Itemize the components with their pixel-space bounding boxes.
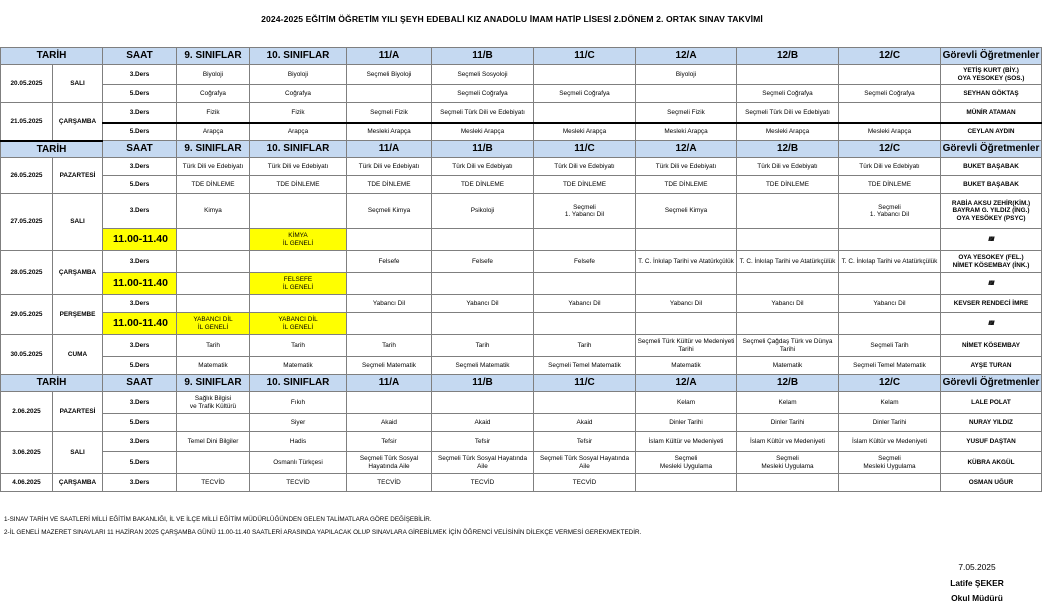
exam-period: 11.00-11.40 [103, 273, 177, 295]
exam-cell: Yabancı Dil [839, 295, 941, 313]
exam-cell: Mesleki Arapça [347, 123, 432, 141]
exam-schedule-table [0, 47, 1042, 492]
exam-date: 29.05.2025 [1, 295, 53, 335]
exam-cell: Akaid [534, 414, 636, 432]
exam-cell [177, 295, 250, 313]
exam-cell: Tefsir [432, 432, 534, 452]
teacher-cell: CEYLAN AYDIN [941, 123, 1042, 141]
exam-cell: Seçmeli Fizik [636, 103, 737, 123]
col-header: 10. SINIFLAR [250, 48, 347, 65]
exam-cell: Arapça [177, 123, 250, 141]
exam-date: 30.05.2025 [1, 335, 53, 375]
exam-cell: Felsefe [432, 251, 534, 273]
table-row [1, 357, 1042, 375]
exam-cell: Hadis [250, 432, 347, 452]
exam-date: 21.05.2025 [1, 103, 53, 141]
exam-date: 26.05.2025 [1, 158, 53, 194]
exam-cell: Seçmeli Türk Dili ve Edebiyatı [737, 103, 839, 123]
exam-day: SALI [53, 194, 103, 251]
teacher-cell: /////// [941, 273, 1042, 295]
exam-cell: Dinler Tarihi [737, 414, 839, 432]
table-row [1, 295, 1042, 313]
exam-period: 11.00-11.40 [103, 229, 177, 251]
col-header: SAAT [103, 375, 177, 392]
exam-cell [177, 273, 250, 295]
exam-cell: Arapça [250, 123, 347, 141]
exam-cell: Seçmeli Türk Sosyal Hayatında Aile [347, 452, 432, 474]
exam-cell: Kelam [839, 392, 941, 414]
exam-day: ÇARŞAMBA [53, 103, 103, 141]
exam-cell [534, 229, 636, 251]
exam-cell: Seçmeli Mesleki Uygulama [839, 452, 941, 474]
exam-cell: YABANCI DİL İL GENELİ [250, 313, 347, 335]
teacher-cell: BUKET BAŞABAK [941, 176, 1042, 194]
signature-date: 7.05.2025 [958, 562, 996, 572]
exam-day: ÇARŞAMBA [53, 474, 103, 492]
exam-cell: T. C. İnkılap Tarihi ve Atatürkçülük [636, 251, 737, 273]
exam-cell [534, 392, 636, 414]
exam-cell: TECVİD [347, 474, 432, 492]
col-header: 12/B [737, 48, 839, 65]
exam-cell: Yabancı Dil [347, 295, 432, 313]
exam-cell: Seçmeli Mesleki Uygulama [737, 452, 839, 474]
exam-cell: Seçmeli Mesleki Uygulama [636, 452, 737, 474]
exam-day: SALI [53, 65, 103, 103]
exam-cell: Tefsir [534, 432, 636, 452]
exam-cell [347, 229, 432, 251]
exam-cell: Psikoloji [432, 194, 534, 229]
exam-period: 5.Ders [103, 357, 177, 375]
exam-date: 2.06.2025 [1, 392, 53, 432]
col-header: 9. SINIFLAR [177, 48, 250, 65]
exam-cell [839, 474, 941, 492]
col-header: Görevli Öğretmenler [941, 375, 1042, 392]
exam-period: 3.Ders [103, 194, 177, 229]
exam-cell: TDE DİNLEME [250, 176, 347, 194]
exam-cell: Coğrafya [250, 85, 347, 103]
col-header: TARİH [1, 48, 103, 65]
header-row [1, 375, 1042, 392]
exam-cell [839, 273, 941, 295]
teacher-cell: BUKET BAŞABAK [941, 158, 1042, 176]
exam-cell [347, 392, 432, 414]
exam-cell: Türk Dili ve Edebiyatı [432, 158, 534, 176]
table-row [1, 313, 1042, 335]
exam-cell: Seçmeli Coğrafya [534, 85, 636, 103]
exam-cell: TDE DİNLEME [737, 176, 839, 194]
exam-cell: Kelam [737, 392, 839, 414]
col-header: SAAT [103, 141, 177, 158]
table-row [1, 85, 1042, 103]
exam-cell: Seçmeli Matematik [347, 357, 432, 375]
exam-cell: Seçmeli Türk Kültür ve Medeniyeti Tarihi [636, 335, 737, 357]
exam-cell [347, 273, 432, 295]
exam-period: 3.Ders [103, 103, 177, 123]
table-row [1, 273, 1042, 295]
exam-cell: TECVİD [250, 474, 347, 492]
col-header: 11/C [534, 141, 636, 158]
exam-cell: Seçmeli Kimya [347, 194, 432, 229]
col-header: 11/A [347, 141, 432, 158]
exam-cell [839, 103, 941, 123]
exam-cell: İslam Kültür ve Medeniyeti [839, 432, 941, 452]
exam-cell: Seçmeli Coğrafya [432, 85, 534, 103]
exam-cell: YABANCI DİL İL GENELİ [177, 313, 250, 335]
exam-cell: T. C. İnkılap Tarihi ve Atatürkçülük [839, 251, 941, 273]
exam-cell: Felsefe [534, 251, 636, 273]
exam-cell: TECVİD [432, 474, 534, 492]
col-header: TARİH [1, 141, 103, 158]
exam-cell: Biyoloji [250, 65, 347, 85]
exam-cell: KİMYA İL GENELİ [250, 229, 347, 251]
exam-day: PAZARTESİ [53, 158, 103, 194]
exam-period: 5.Ders [103, 414, 177, 432]
exam-period: 3.Ders [103, 432, 177, 452]
exam-cell [534, 273, 636, 295]
exam-period: 5.Ders [103, 176, 177, 194]
table-row [1, 103, 1042, 123]
exam-cell [839, 313, 941, 335]
exam-cell: Matematik [177, 357, 250, 375]
exam-cell: Akaid [432, 414, 534, 432]
exam-cell: Seçmeli Sosyoloji [432, 65, 534, 85]
exam-cell: Yabancı Dil [432, 295, 534, 313]
table-row [1, 251, 1042, 273]
exam-cell: Kimya [177, 194, 250, 229]
exam-cell: Matematik [636, 357, 737, 375]
signature-name: Latife ŞEKER [950, 577, 1004, 588]
col-header: 12/C [839, 48, 941, 65]
exam-cell [636, 85, 737, 103]
exam-cell: Fizik [250, 103, 347, 123]
exam-period: 3.Ders [103, 158, 177, 176]
exam-cell: Matematik [737, 357, 839, 375]
note-1: 1-SINAV TARİH VE SAATLERİ MİLLİ EĞİTİM BAKANLIĞI, İL VE İLÇE MİLLİ EĞİTİM MÜDÜRLÜĞÜNDEN GELEN TALİMATLARA GÖRE DEĞİŞEBİLİR. [4, 516, 432, 523]
col-header: 12/A [636, 48, 737, 65]
exam-cell [839, 229, 941, 251]
exam-cell: Türk Dili ve Edebiyatı [737, 158, 839, 176]
exam-cell [737, 194, 839, 229]
exam-cell: Sağlık Bilgisi ve Trafik Kültürü [177, 392, 250, 414]
teacher-cell: OSMAN UĞUR [941, 474, 1042, 492]
exam-cell: Türk Dili ve Edebiyatı [534, 158, 636, 176]
teacher-cell: MÜNİR ATAMAN [941, 103, 1042, 123]
exam-cell: Siyer [250, 414, 347, 432]
table-row [1, 194, 1042, 229]
exam-cell: Seçmeli Kimya [636, 194, 737, 229]
header-row [1, 141, 1042, 158]
exam-cell: Seçmeli Temel Matematik [534, 357, 636, 375]
exam-period: 3.Ders [103, 392, 177, 414]
exam-period: 5.Ders [103, 85, 177, 103]
exam-cell: Seçmeli Türk Dili ve Edebiyatı [432, 103, 534, 123]
exam-cell [432, 313, 534, 335]
exam-cell: Türk Dili ve Edebiyatı [250, 158, 347, 176]
exam-cell: Biyoloji [636, 65, 737, 85]
table-row [1, 432, 1042, 452]
exam-cell [250, 251, 347, 273]
exam-cell: Türk Dili ve Edebiyatı [177, 158, 250, 176]
col-header: Görevli Öğretmenler [941, 48, 1042, 65]
exam-cell: Tarih [432, 335, 534, 357]
exam-cell: TDE DİNLEME [177, 176, 250, 194]
exam-date: 4.06.2025 [1, 474, 53, 492]
teacher-cell: RABİA AKSU ZEHİR(KİM.) BAYRAM G. YILDIZ (İNG.) OYA YESÖKEY (PSYC) [941, 194, 1042, 229]
col-header: 11/B [432, 141, 534, 158]
exam-cell: Türk Dili ve Edebiyatı [839, 158, 941, 176]
exam-cell [737, 65, 839, 85]
exam-cell: Felsefe [347, 251, 432, 273]
exam-cell: Tarih [250, 335, 347, 357]
exam-cell: T. C. İnkılap Tarihi ve Atatürkçülük [737, 251, 839, 273]
exam-cell: Seçmeli Tarih [839, 335, 941, 357]
exam-cell: Matematik [250, 357, 347, 375]
exam-cell: Tefsir [347, 432, 432, 452]
teacher-cell: NİMET KÖSEMBAY [941, 335, 1042, 357]
table-row [1, 123, 1042, 141]
col-header: 11/C [534, 48, 636, 65]
exam-cell: Yabancı Dil [636, 295, 737, 313]
exam-day: SALI [53, 432, 103, 474]
exam-cell [177, 452, 250, 474]
col-header: 11/C [534, 375, 636, 392]
exam-cell: Seçmeli Türk Sosyal Hayatında Aile [432, 452, 534, 474]
exam-cell: Akaid [347, 414, 432, 432]
exam-period: 5.Ders [103, 452, 177, 474]
exam-period: 3.Ders [103, 65, 177, 85]
col-header: 12/C [839, 141, 941, 158]
exam-cell: Seçmeli Fizik [347, 103, 432, 123]
table-row [1, 414, 1042, 432]
note-2: 2-İL GENELİ MAZERET SINAVLARI 11 HAZİRAN 2025 ÇARŞAMBA GÜNÜ 11.00-11.40 SAATLERİ ARASINDA YAPILACAK OLUP SINAVLARA GİREBİLMEK İÇİN ÖĞRENCİ VELİSİNİN DİLEKÇE VERMESİ GEREKMEKTEDİR. [4, 529, 642, 536]
exam-cell: Tarih [177, 335, 250, 357]
col-header: 11/A [347, 48, 432, 65]
signature-role: Okul Müdürü [951, 593, 1003, 603]
col-header: TARİH [1, 375, 103, 392]
exam-date: 3.06.2025 [1, 432, 53, 474]
exam-cell: Osmanlı Türkçesi [250, 452, 347, 474]
exam-cell: Yabancı Dil [534, 295, 636, 313]
teacher-cell: YUSUF DAŞTAN [941, 432, 1042, 452]
signature-block [930, 560, 1024, 607]
col-header: 10. SINIFLAR [250, 141, 347, 158]
table-row [1, 176, 1042, 194]
col-header: Görevli Öğretmenler [941, 141, 1042, 158]
exam-cell: Fizik [177, 103, 250, 123]
exam-cell: Türk Dili ve Edebiyatı [636, 158, 737, 176]
col-header: 12/A [636, 375, 737, 392]
exam-cell: Dinler Tarihi [636, 414, 737, 432]
exam-cell: TECVİD [534, 474, 636, 492]
table-row [1, 65, 1042, 85]
exam-cell: Seçmeli Türk Sosyal Hayatında Aile [534, 452, 636, 474]
exam-day: CUMA [53, 335, 103, 375]
exam-cell: Coğrafya [177, 85, 250, 103]
table-row [1, 474, 1042, 492]
col-header: 10. SINIFLAR [250, 375, 347, 392]
exam-date: 27.05.2025 [1, 194, 53, 251]
col-header: 12/B [737, 141, 839, 158]
exam-date: 28.05.2025 [1, 251, 53, 295]
exam-cell: İslam Kültür ve Medeniyeti [636, 432, 737, 452]
table-row [1, 452, 1042, 474]
exam-period: 3.Ders [103, 335, 177, 357]
col-header: 11/B [432, 48, 534, 65]
exam-cell [636, 229, 737, 251]
table-row [1, 335, 1042, 357]
exam-cell: Dinler Tarihi [839, 414, 941, 432]
exam-cell: Seçmeli Biyoloji [347, 65, 432, 85]
teacher-cell: LALE POLAT [941, 392, 1042, 414]
exam-cell [250, 295, 347, 313]
col-header: 11/A [347, 375, 432, 392]
exam-date: 20.05.2025 [1, 65, 53, 103]
exam-cell [839, 65, 941, 85]
exam-cell: Seçmeli Temel Matematik [839, 357, 941, 375]
header-row [1, 48, 1042, 65]
exam-day: ÇARŞAMBA [53, 251, 103, 295]
col-header: 9. SINIFLAR [177, 141, 250, 158]
exam-cell: Türk Dili ve Edebiyatı [347, 158, 432, 176]
exam-cell: Temel Dini Bilgiler [177, 432, 250, 452]
exam-cell: Fıkıh [250, 392, 347, 414]
exam-cell [347, 85, 432, 103]
exam-cell [636, 273, 737, 295]
exam-cell: İslam Kültür ve Medeniyeti [737, 432, 839, 452]
exam-cell: Seçmeli Matematik [432, 357, 534, 375]
teacher-cell: /////// [941, 229, 1042, 251]
exam-cell [737, 229, 839, 251]
exam-cell: Mesleki Arapça [636, 123, 737, 141]
teacher-cell: OYA YESOKEY (FEL.) NİMET KÖSEMBAY (İNK.) [941, 251, 1042, 273]
col-header: 12/A [636, 141, 737, 158]
exam-cell: Mesleki Arapça [737, 123, 839, 141]
exam-cell: Tarih [534, 335, 636, 357]
exam-cell [737, 313, 839, 335]
col-header: 9. SINIFLAR [177, 375, 250, 392]
teacher-cell: NURAY YILDIZ [941, 414, 1042, 432]
teacher-cell: /////// [941, 313, 1042, 335]
exam-cell: Seçmeli Coğrafya [737, 85, 839, 103]
page-title: 2024-2025 EĞİTİM ÖĞRETİM YILI ŞEYH EDEBALİ KIZ ANADOLU İMAM HATİP LİSESİ 2.DÖNEM 2. ORTAK SINAV TAKVİMİ [261, 14, 763, 24]
exam-cell [534, 65, 636, 85]
exam-cell: Mesleki Arapça [432, 123, 534, 141]
exam-cell: Seçmeli Coğrafya [839, 85, 941, 103]
teacher-cell: KÜBRA AKGÜL [941, 452, 1042, 474]
exam-cell: Seçmeli 1. Yabancı Dil [534, 194, 636, 229]
teacher-cell: SEYHAN GÖKTAŞ [941, 85, 1042, 103]
exam-day: PAZARTESİ [53, 392, 103, 432]
exam-cell: Mesleki Arapça [534, 123, 636, 141]
exam-cell [534, 103, 636, 123]
exam-cell: Seçmeli 1. Yabancı Dil [839, 194, 941, 229]
teacher-cell: YETİŞ KURT (BİY.) OYA YESOKEY (SOS.) [941, 65, 1042, 85]
exam-cell: Kelam [636, 392, 737, 414]
exam-cell [636, 474, 737, 492]
exam-period: 11.00-11.40 [103, 313, 177, 335]
exam-cell: Biyoloji [177, 65, 250, 85]
exam-day: PERŞEMBE [53, 295, 103, 335]
exam-cell: TDE DİNLEME [534, 176, 636, 194]
exam-cell [177, 229, 250, 251]
exam-period: 3.Ders [103, 295, 177, 313]
exam-cell [432, 229, 534, 251]
col-header: SAAT [103, 48, 177, 65]
table-row [1, 229, 1042, 251]
teacher-cell: AYŞE TURAN [941, 357, 1042, 375]
exam-cell: TDE DİNLEME [839, 176, 941, 194]
exam-cell [250, 194, 347, 229]
table-row [1, 158, 1042, 176]
col-header: 12/C [839, 375, 941, 392]
exam-cell: TDE DİNLEME [432, 176, 534, 194]
exam-cell [347, 313, 432, 335]
teacher-cell: KEVSER RENDECİ İMRE [941, 295, 1042, 313]
exam-period: 3.Ders [103, 474, 177, 492]
exam-cell [432, 392, 534, 414]
exam-cell [636, 313, 737, 335]
col-header: 11/B [432, 375, 534, 392]
exam-cell [737, 474, 839, 492]
exam-cell [177, 414, 250, 432]
table-row [1, 392, 1042, 414]
exam-cell: TDE DİNLEME [347, 176, 432, 194]
exam-cell: TECVİD [177, 474, 250, 492]
exam-cell: Tarih [347, 335, 432, 357]
exam-period: 5.Ders [103, 123, 177, 141]
exam-cell [737, 273, 839, 295]
exam-cell [534, 313, 636, 335]
exam-cell: TDE DİNLEME [636, 176, 737, 194]
exam-cell [432, 273, 534, 295]
notes [4, 513, 641, 539]
exam-cell: Mesleki Arapça [839, 123, 941, 141]
exam-cell: FELSEFE İL GENELİ [250, 273, 347, 295]
exam-cell: Yabancı Dil [737, 295, 839, 313]
exam-cell: Seçmeli Çağdaş Türk ve Dünya Tarihi [737, 335, 839, 357]
col-header: 12/B [737, 375, 839, 392]
exam-period: 3.Ders [103, 251, 177, 273]
exam-cell [177, 251, 250, 273]
